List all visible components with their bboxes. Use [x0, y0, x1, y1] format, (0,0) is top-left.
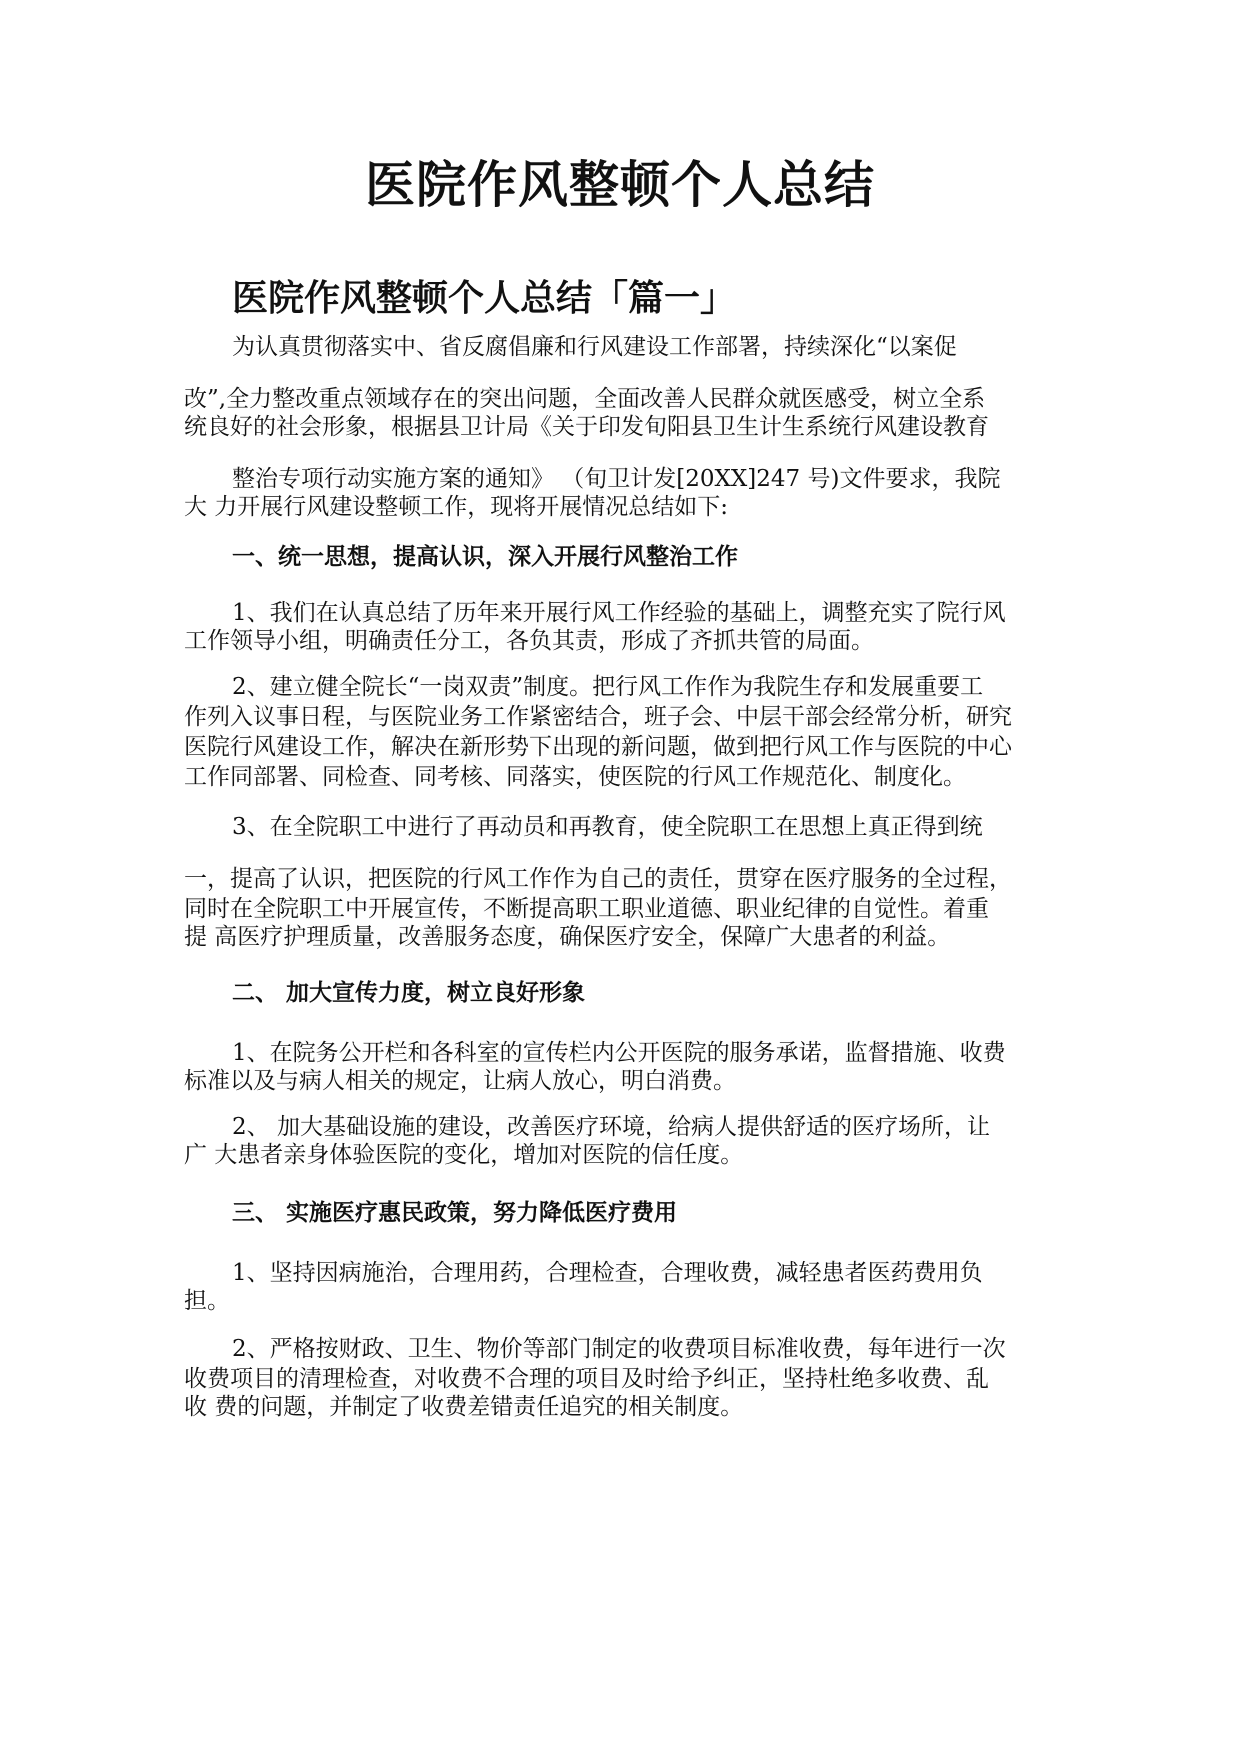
paragraph-line: 整治专项行动实施方案的通知》 （旬卫计发[20XX]247 号)文件要求，我院 — [232, 466, 1001, 492]
paragraph-line: 2、 加大基础设施的建设，改善医疗环境，给病人提供舒适的医疗场所，让 — [232, 1114, 990, 1140]
paragraph-line: 为认真贯彻落实中、省反腐倡廉和行风建设工作部署，持续深化“以案促 — [232, 334, 957, 360]
paragraph-line: 收费项目的清理检查，对收费不合理的项目及时给予纠正，坚持杜绝多收费、乱 — [184, 1366, 989, 1392]
section-heading: 二、 加大宣传力度，树立良好形象 — [232, 979, 586, 1006]
section-heading: 一、统一思想，提高认识，深入开展行风整治工作 — [232, 543, 738, 570]
document-title: 医院作风整顿个人总结 — [365, 155, 875, 214]
paragraph-line: 收 费的问题，并制定了收费差错责任追究的相关制度。 — [184, 1394, 744, 1420]
paragraph-line: 作列入议事日程，与医院业务工作紧密结合，班子会、中层干部会经常分析，研究 — [184, 704, 1012, 730]
paragraph-line: 一，提高了认识，把医院的行风工作作为自己的责任，贯穿在医疗服务的全过程， — [184, 866, 1012, 892]
paragraph-line: 1、坚持因病施治，合理用药，合理检查，合理收费，减轻患者医药费用负 — [232, 1260, 983, 1286]
paragraph-line: 工作同部署、同检查、同考核、同落实，使医院的行风工作规范化、制度化。 — [184, 764, 966, 790]
paragraph-line: 1、我们在认真总结了历年来开展行风工作经验的基础上，调整充实了院行风 — [232, 600, 1006, 626]
paragraph-line: 医院行风建设工作，解决在新形势下出现的新问题，做到把行风工作与医院的中心 — [184, 734, 1012, 760]
paragraph-line: 统良好的社会形象，根据县卫计局《关于印发旬阳县卫生计生系统行风建设教育 — [184, 414, 989, 440]
paragraph-line: 大 力开展行风建设整顿工作，现将开展情况总结如下: — [184, 494, 729, 520]
paragraph-line: 3、在全院职工中进行了再动员和再教育，使全院职工在思想上真正得到统 — [232, 814, 983, 840]
paragraph-line: 担。 — [184, 1288, 230, 1314]
paragraph-line: 同时在全院职工中开展宣传，不断提高职工职业道德、职业纪律的自觉性。着重 — [184, 896, 989, 922]
paragraph-line: 改”,全力整改重点领域存在的突出问题，全面改善人民群众就医感受，树立全系 — [184, 386, 986, 412]
paragraph-line: 2、建立健全院长“一岗双责”制度。把行风工作作为我院生存和发展重要工 — [232, 674, 984, 700]
section-title: 医院作风整顿个人总结「篇一」 — [232, 277, 737, 319]
section-heading: 三、 实施医疗惠民政策，努力降低医疗费用 — [232, 1199, 678, 1226]
paragraph-line: 提 高医疗护理质量，改善服务态度，确保医疗安全，保障广大患者的利益。 — [184, 924, 951, 950]
paragraph-line: 工作领导小组，明确责任分工，各负其责，形成了齐抓共管的局面。 — [184, 628, 874, 654]
paragraph-line: 广 大患者亲身体验医院的变化，增加对医院的信任度。 — [184, 1142, 744, 1168]
paragraph-line: 2、严格按财政、卫生、物价等部门制定的收费项目标准收费，每年进行一次 — [232, 1336, 1006, 1362]
paragraph-line: 1、在院务公开栏和各科室的宣传栏内公开医院的服务承诺，监督措施、收费 — [232, 1040, 1006, 1066]
paragraph-line: 标准以及与病人相关的规定，让病人放心，明白消费。 — [184, 1068, 736, 1094]
